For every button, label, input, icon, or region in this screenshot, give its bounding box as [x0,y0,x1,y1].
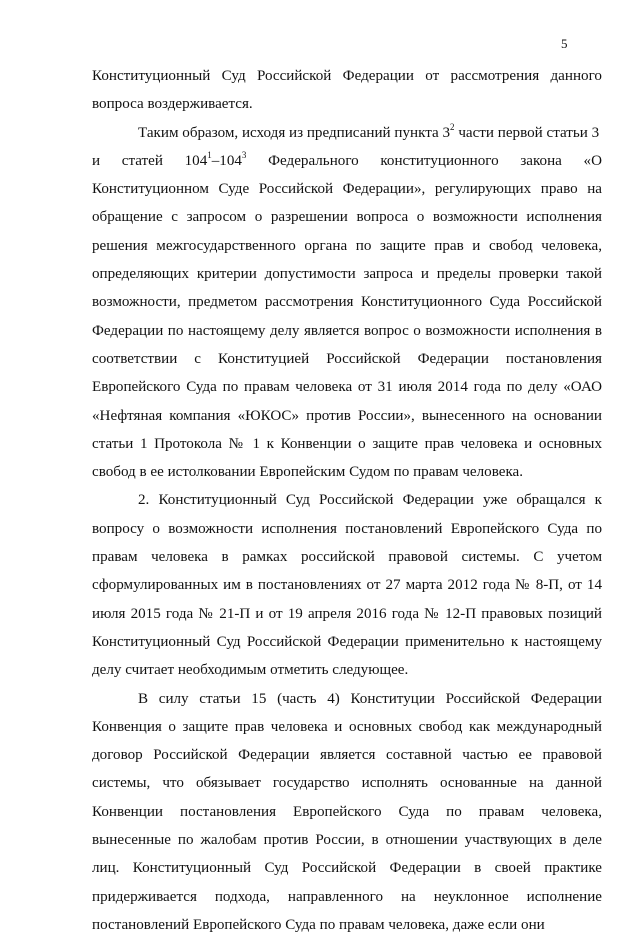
p2-text-before-sup: Таким образом, исходя из предписаний пункта 3 [138,124,451,141]
p2-word: конституционного [380,152,499,169]
p2-text-after-sup: части первой статьи 3 [454,124,600,141]
document-body [92,62,602,939]
paragraph-2 [92,119,602,147]
paragraph-2-line-2 [92,147,602,175]
p2-word: «О [583,152,602,169]
p1-word: рассмотрения [450,68,540,84]
p2-article-range [185,147,247,175]
p2-article-number-end: –104 [211,152,242,169]
p2-word: и [92,152,101,169]
p1-word: Российской [256,68,332,84]
paragraph-2-continued [92,147,602,487]
p2-article-sup-2: 3 [241,149,247,160]
p2-word: Федерального [268,152,359,169]
p2-article-sup-1: 1 [207,149,212,160]
p1-word: данного [550,68,602,84]
p1-word: Конституционный [92,68,211,84]
p2-word: закона [520,152,562,169]
paragraph-4: В силу статьи 15 (часть 4) Конституции Российской Федерации Конвенция о защите прав человека и основных свобод как международный договор Российской Федерации является составной частью ее правовой системы, что обязывает государство исполнять основанные на данной Конвенции постановления Европейского Суда по правам человека, вынесенные по жалобам против России, в отношении участвующих в деле лиц. Конституционный Суд Российской Федерации в своей практике придерживается подхода, направленного на неуклонное исполнение постановлений Европейского Суда по правам человека, даже если они [92,690,602,933]
p2-word: статей [121,152,163,169]
paragraph-1-line-2: вопроса воздерживается. [92,96,253,113]
p2-article-number: 104 [184,152,208,169]
paragraph-3: 2. Конституционный Суд Российской Федерации уже обращался к вопросу о возможности исполнения постановлений Европейского Суда по правам человека в рамках российской правовой системы. С учетом сформулированных им в постановлениях от 27 марта 2012 года № 8-П, от 14 июля 2015 года № 21-П и от 19 апреля 2016 года № 12-П правовых позиций Конституционный Суд Российской Федерации применительно к настоящему делу считает необходимым отметить следующее. [92,492,602,679]
p2-superscript: 2 [450,121,455,132]
page-number: 5 [561,36,568,51]
p1-word: Федерации [342,68,414,84]
paragraph-1 [92,62,602,119]
paragraph-1-line-1 [92,62,602,90]
paragraph-2-rest: Конституционном Суде Российской Федерации», регулирующих право на обращение с запросом о разрешении вопроса о возможности исполнения решения межгосударственного органа по защите прав и свобод человека, определяющих критерии допустимости запроса и пределы проверки такой возможности, предметом рассмотрения Конституционного Суда Российской Федерации по настоящему делу является вопрос о возможности исполнения в соответствии с Конституцией Российской Федерации постановления Европейского Суда по правам человека от 31 июля 2014 года по делу «ОАО «Нефтяная компания «ЮКОС» против России», вынесенного на основании статьи 1 Протокола № 1 к Конвенции о защите прав человека и основных свобод в ее истолковании Европейским Судом по правам человека. [92,181,602,481]
p1-word: Суд [221,68,246,84]
p1-word: от [425,68,440,84]
paragraph-2-line-1 [138,121,600,141]
